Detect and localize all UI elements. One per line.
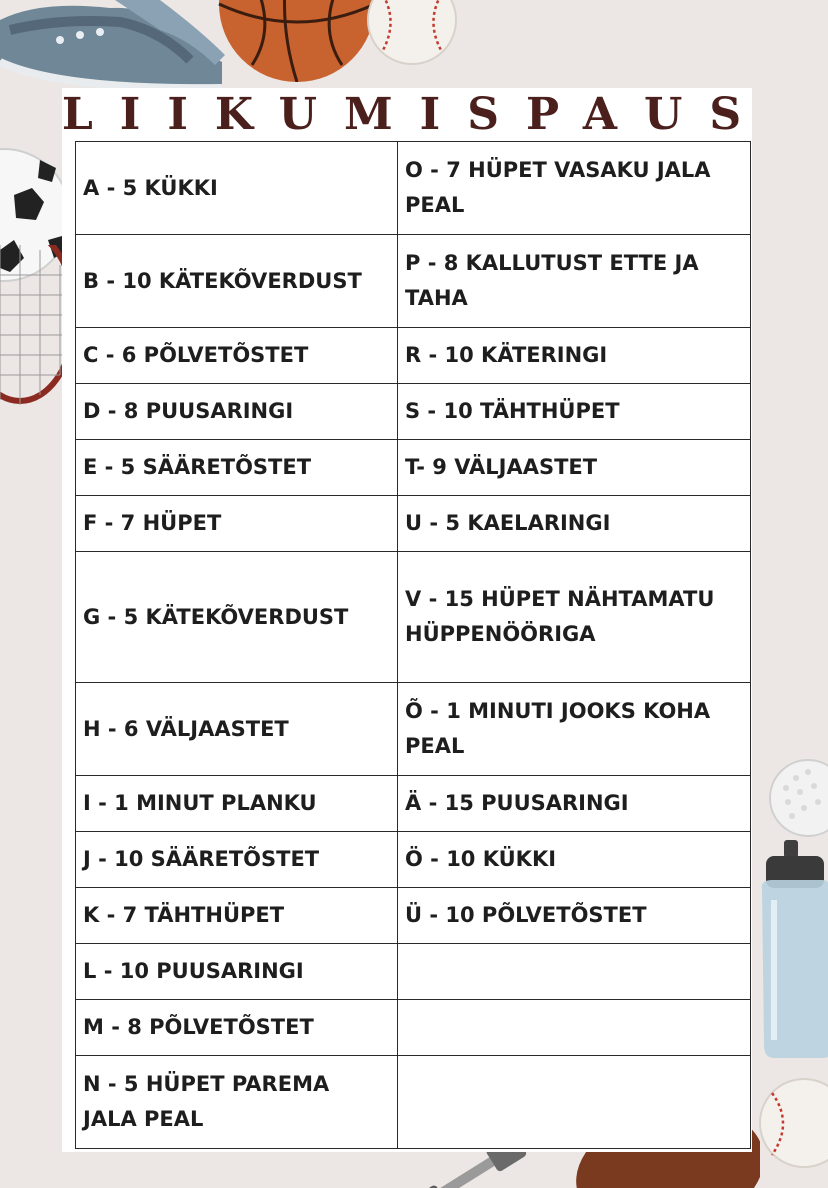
table-row <box>76 384 751 440</box>
table-row <box>76 496 751 552</box>
exercise-cell: C - 6 PÕLVETÕSTET <box>76 328 398 384</box>
exercise-cell: I - 1 MINUT PLANKU <box>76 776 398 832</box>
table-row <box>76 235 751 328</box>
table-row <box>76 776 751 832</box>
exercise-cell: Õ - 1 MINUTI JOOKS KOHA PEAL <box>398 683 751 776</box>
basketball-icon <box>212 0 382 82</box>
page-title: LIIKUMISPAUS <box>61 88 769 140</box>
table-row <box>76 683 751 776</box>
exercise-cell: O - 7 HÜPET VASAKU JALA PEAL <box>398 142 751 235</box>
exercise-cell: P - 8 KALLUTUST ETTE JA TAHA <box>398 235 751 328</box>
exercise-cell <box>398 944 751 1000</box>
exercise-cell <box>398 1056 751 1149</box>
sneaker-icon <box>0 0 230 95</box>
exercise-cell: F - 7 HÜPET <box>76 496 398 552</box>
exercise-cell: E - 5 SÄÄRETÕSTET <box>76 440 398 496</box>
exercise-cell: K - 7 TÄHTHÜPET <box>76 888 398 944</box>
exercise-table <box>75 141 751 1149</box>
exercise-cell: T- 9 VÄLJAASTET <box>398 440 751 496</box>
exercise-cell: M - 8 PÕLVETÕSTET <box>76 1000 398 1056</box>
exercise-cell: Ä - 15 PUUSARINGI <box>398 776 751 832</box>
exercise-cell: G - 5 KÄTEKÕVERDUST <box>76 552 398 683</box>
exercise-cell: U - 5 KAELARINGI <box>398 496 751 552</box>
exercise-cell: L - 10 PUUSARINGI <box>76 944 398 1000</box>
table-row <box>76 440 751 496</box>
table-row <box>76 944 751 1000</box>
exercise-cell: J - 10 SÄÄRETÕSTET <box>76 832 398 888</box>
baseball-icon <box>758 1075 828 1170</box>
exercise-cell: Ü - 10 PÕLVETÕSTET <box>398 888 751 944</box>
table-row <box>76 1000 751 1056</box>
table-row <box>76 1056 751 1149</box>
exercise-cell: H - 6 VÄLJAASTET <box>76 683 398 776</box>
table-row <box>76 552 751 683</box>
exercise-cell: N - 5 HÜPET PAREMA JALA PEAL <box>76 1056 398 1149</box>
table-row <box>76 328 751 384</box>
exercise-cell <box>398 1000 751 1056</box>
exercise-cell: V - 15 HÜPET NÄHTAMATU HÜPPENÖÖRIGA <box>398 552 751 683</box>
exercise-cell: R - 10 KÄTERINGI <box>398 328 751 384</box>
exercise-cell: Ö - 10 KÜKKI <box>398 832 751 888</box>
table-row <box>76 888 751 944</box>
exercise-cell: A - 5 KÜKKI <box>76 142 398 235</box>
baseball-icon <box>366 0 458 66</box>
exercise-cell: D - 8 PUUSARINGI <box>76 384 398 440</box>
table-row <box>76 142 751 235</box>
table-row <box>76 832 751 888</box>
water-bottle-icon <box>752 840 828 1060</box>
exercise-cell: S - 10 TÄHTHÜPET <box>398 384 751 440</box>
exercise-cell: B - 10 KÄTEKÕVERDUST <box>76 235 398 328</box>
golf-ball-icon <box>766 758 828 840</box>
